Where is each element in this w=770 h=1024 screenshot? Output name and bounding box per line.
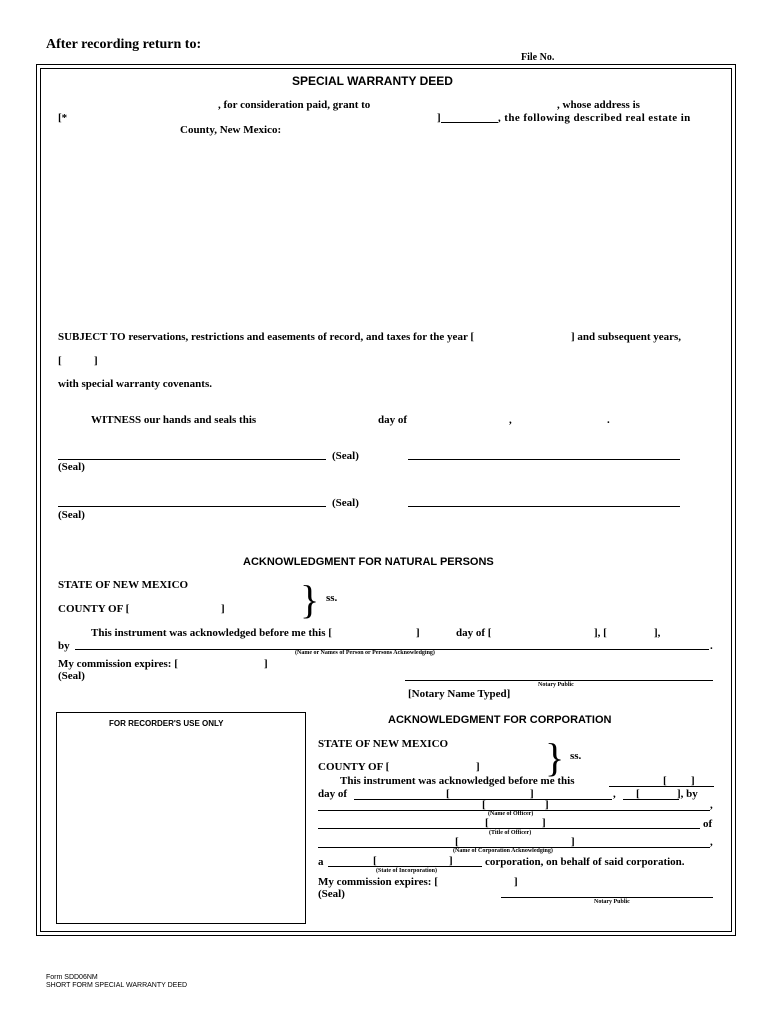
- corp-state-incorp-line[interactable]: [328, 866, 482, 867]
- seal-3: (Seal): [332, 497, 359, 509]
- corp-title-line[interactable]: [318, 828, 700, 829]
- natural-brace: }: [300, 577, 320, 622]
- natural-instrument: This instrument was acknowledged before me this [: [91, 627, 332, 639]
- return-to-label: After recording return to:: [46, 37, 202, 52]
- corp-county-close: ]: [476, 761, 480, 773]
- subject-to-text: SUBJECT TO reservations, restrictions and easements of record, and taxes for the year [: [58, 331, 475, 343]
- ack-natural-title: ACKNOWLEDGMENT FOR NATURAL PERSONS: [243, 556, 494, 568]
- corp-name-caption: (Name of Corporation Acknowledging): [453, 848, 553, 854]
- address-blank[interactable]: [441, 122, 498, 123]
- covenants-text: with special warranty covenants.: [58, 378, 212, 390]
- recorders-use-box: [56, 712, 306, 924]
- witness-period: .: [607, 414, 610, 426]
- following-text: , the following described real estate in: [498, 112, 691, 124]
- natural-names-caption: (Name or Names of Person or Persons Acknowledging): [295, 650, 435, 656]
- corp-incorp-bracket-open: [: [373, 855, 377, 867]
- natural-ss: ss.: [326, 592, 338, 604]
- seal-4: (Seal): [58, 509, 85, 521]
- witness-comma: ,: [509, 414, 512, 426]
- form-number: Form SDD06NM: [46, 974, 98, 981]
- corp-officer-comma: ,: [710, 799, 713, 811]
- corp-seal: (Seal): [318, 888, 345, 900]
- corp-brace: }: [545, 735, 565, 780]
- corp-day-comma: ,: [613, 788, 616, 800]
- natural-year-close: ],: [654, 627, 661, 639]
- natural-notary-typed: [Notary Name Typed]: [408, 688, 511, 700]
- corp-officer-bracket-close: ]: [545, 799, 549, 811]
- corp-notary-line[interactable]: [501, 897, 713, 898]
- natural-seal: (Seal): [58, 670, 85, 682]
- corp-ss: ss.: [570, 750, 582, 762]
- file-no-label: File No.: [521, 52, 555, 63]
- bracket-close: ]: [437, 112, 441, 124]
- corp-incorp-bracket-close: ]: [449, 855, 453, 867]
- corp-day-bracket-open: [: [446, 788, 450, 800]
- corp-incorp-caption: (State of Incorporation): [376, 868, 437, 874]
- natural-instrument-close: ]: [416, 627, 420, 639]
- exceptions-bracket-open: [: [58, 355, 62, 367]
- corp-name-comma: ,: [710, 836, 713, 848]
- witness-text: WITNESS our hands and seals this: [91, 414, 257, 426]
- corp-day-bracket-close: ]: [530, 788, 534, 800]
- corp-title-caption: (Title of Officer): [489, 830, 532, 836]
- corp-name-bracket-open: [: [455, 836, 459, 848]
- deed-title: SPECIAL WARRANTY DEED: [292, 74, 453, 88]
- natural-period: .: [710, 640, 713, 652]
- signature-line-4[interactable]: [408, 506, 680, 507]
- subject-to-end: ] and subsequent years,: [571, 331, 682, 343]
- corp-commission: My commission expires: [: [318, 876, 438, 888]
- natural-day-of: day of [: [456, 627, 492, 639]
- corp-year-bracket-open: [: [636, 788, 640, 800]
- corp-instrument: This instrument was acknowledged before me this: [340, 775, 575, 787]
- bracket-open: [*: [58, 112, 68, 124]
- signature-line-3[interactable]: [58, 506, 326, 507]
- corp-instrument-bracket-open: [: [663, 775, 667, 787]
- corp-title-bracket-open: [: [485, 817, 489, 829]
- corp-year-blank[interactable]: [623, 799, 679, 800]
- natural-by: by: [58, 640, 70, 652]
- natural-notary-line[interactable]: [405, 680, 713, 681]
- natural-commission: My commission expires: [: [58, 658, 178, 670]
- natural-state: STATE OF NEW MEXICO: [58, 579, 189, 591]
- signature-line-1[interactable]: [58, 459, 326, 460]
- corp-officer-bracket-open: [: [482, 799, 486, 811]
- corp-officer-caption: (Name of Officer): [488, 811, 534, 817]
- corp-commission-close: ]: [514, 876, 518, 888]
- corp-of: of: [703, 818, 713, 830]
- form-title: SHORT FORM SPECIAL WARRANTY DEED: [46, 982, 188, 989]
- natural-county-close: ]: [221, 603, 225, 615]
- recorders-use-label: FOR RECORDER'S USE ONLY: [109, 719, 224, 728]
- corp-year-by: ], by: [677, 788, 698, 800]
- seal-2: (Seal): [58, 461, 85, 473]
- corp-instrument-blank[interactable]: [609, 786, 714, 787]
- exceptions-bracket-close: ]: [94, 355, 98, 367]
- corp-state: STATE OF NEW MEXICO: [318, 738, 449, 750]
- ack-corp-title: ACKNOWLEDGMENT FOR CORPORATION: [388, 714, 612, 726]
- signature-line-2[interactable]: [408, 459, 680, 460]
- witness-day-of: day of: [378, 414, 408, 426]
- natural-day-close: ], [: [594, 627, 607, 639]
- corp-county: COUNTY OF [: [318, 761, 390, 773]
- corp-title-bracket-close: ]: [542, 817, 546, 829]
- corp-a: a: [318, 856, 324, 868]
- corp-behalf-text: corporation, on behalf of said corporation.: [485, 856, 685, 868]
- corp-day-of: day of: [318, 788, 348, 800]
- natural-county: COUNTY OF [: [58, 603, 130, 615]
- natural-notary-public: Notary Public: [538, 682, 574, 688]
- corp-name-bracket-close: ]: [571, 836, 575, 848]
- address-text: , whose address is: [557, 99, 640, 111]
- county-text: County, New Mexico:: [180, 124, 282, 136]
- consideration-text: , for consideration paid, grant to: [218, 99, 371, 111]
- seal-1: (Seal): [332, 450, 359, 462]
- corp-instrument-bracket-close: ]: [691, 775, 695, 787]
- natural-commission-close: ]: [264, 658, 268, 670]
- corp-notary-public: Notary Public: [594, 899, 630, 905]
